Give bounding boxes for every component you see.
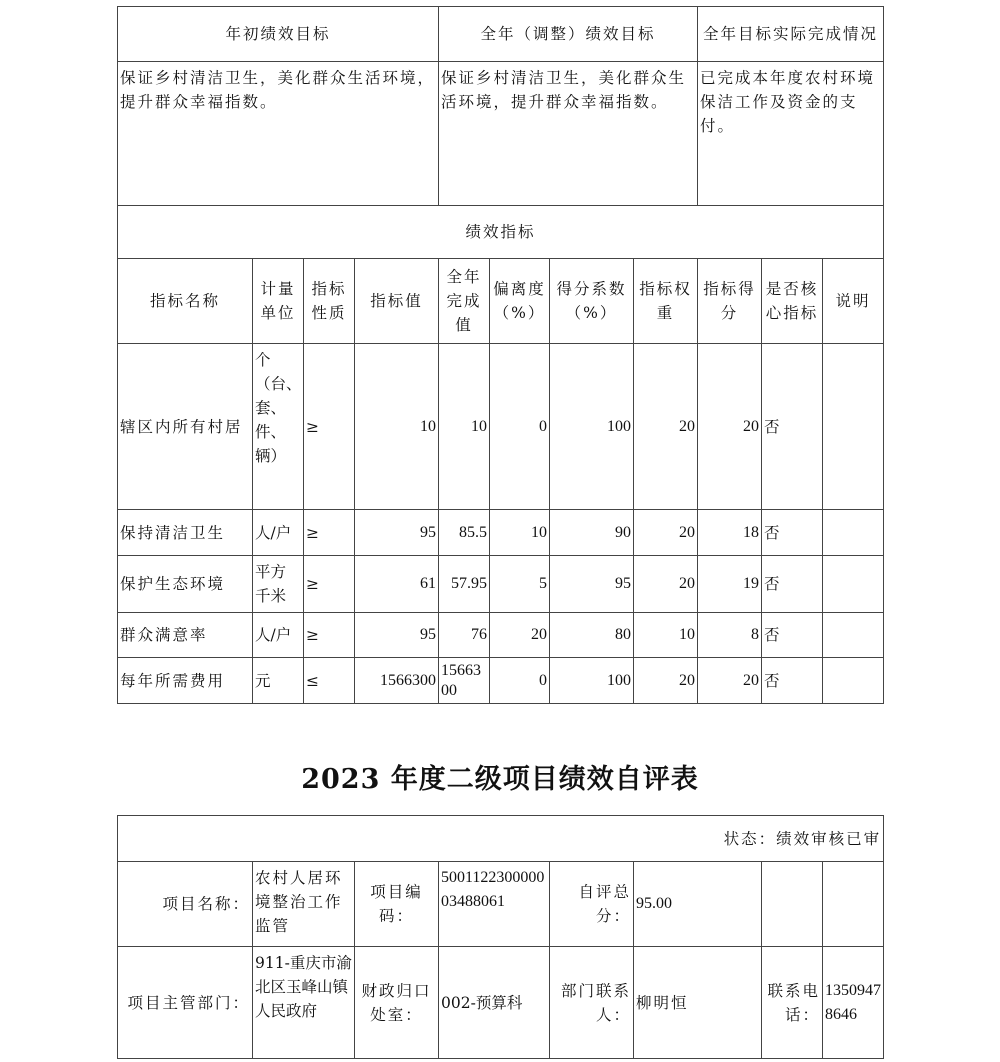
empty-cell <box>823 862 884 947</box>
indicator-is-core: 否 <box>762 556 823 613</box>
indicator-remark <box>823 658 884 704</box>
col-nature: 指标性质 <box>304 259 355 344</box>
performance-goals-table <box>117 6 884 704</box>
indicator-deviation: 0 <box>490 658 550 704</box>
indicator-weight: 20 <box>634 344 698 510</box>
phone-value: 13509478646 <box>823 947 884 1059</box>
indicator-nature: ≥ <box>304 556 355 613</box>
indicator-nature: ≤ <box>304 658 355 704</box>
indicator-unit: 人/户 <box>253 613 304 658</box>
project-name-label: 项目名称： <box>118 862 253 947</box>
indicator-name: 保护生态环境 <box>118 556 253 613</box>
indicator-remark <box>823 510 884 556</box>
indicator-coefficient: 95 <box>550 556 634 613</box>
empty-cell <box>762 862 823 947</box>
actual-completion-text: 已完成本年度农村环境保洁工作及资金的支付。 <box>698 62 884 206</box>
indicators-section-title: 绩效指标 <box>118 206 884 259</box>
initial-goal-text: 保证乡村清洁卫生，美化群众生活环境，提升群众幸福指数。 <box>118 62 439 206</box>
indicator-is-core: 否 <box>762 510 823 556</box>
indicator-target: 95 <box>355 613 439 658</box>
table-row <box>118 556 884 613</box>
indicator-deviation: 5 <box>490 556 550 613</box>
dept-value: 911-重庆市渝北区玉峰山镇人民政府 <box>253 947 355 1059</box>
indicator-remark <box>823 613 884 658</box>
score-label: 自评总分： <box>550 862 634 947</box>
indicator-is-core: 否 <box>762 658 823 704</box>
indicator-unit: 平方千米 <box>253 556 304 613</box>
indicator-name: 保持清洁卫生 <box>118 510 253 556</box>
indicator-score: 8 <box>698 613 762 658</box>
table-row <box>118 344 884 510</box>
col-deviation: 偏离度（%） <box>490 259 550 344</box>
indicator-name: 每年所需费用 <box>118 658 253 704</box>
indicator-weight: 20 <box>634 510 698 556</box>
indicator-name: 群众满意率 <box>118 613 253 658</box>
indicator-completion: 85.5 <box>439 510 490 556</box>
indicator-target: 1566300 <box>355 658 439 704</box>
indicator-deviation: 10 <box>490 510 550 556</box>
indicator-unit: 个（台、套、件、辆） <box>253 344 304 510</box>
col-score-coefficient: 得分系数（%） <box>550 259 634 344</box>
indicator-is-core: 否 <box>762 344 823 510</box>
status-text: 状态：绩效审核已审 <box>118 816 884 862</box>
indicator-deviation: 20 <box>490 613 550 658</box>
score-value: 95.00 <box>634 862 762 947</box>
table-row <box>118 613 884 658</box>
indicator-score: 18 <box>698 510 762 556</box>
dept-label: 项目主管部门： <box>118 947 253 1059</box>
indicator-remark <box>823 344 884 510</box>
col-score: 指标得分 <box>698 259 762 344</box>
indicator-target: 95 <box>355 510 439 556</box>
indicator-coefficient: 90 <box>550 510 634 556</box>
indicator-coefficient: 100 <box>550 344 634 510</box>
indicator-weight: 20 <box>634 658 698 704</box>
phone-label: 联系电话： <box>762 947 823 1059</box>
finance-value: 002-预算科 <box>439 947 550 1059</box>
indicator-target: 10 <box>355 344 439 510</box>
indicator-completion: 1566300 <box>439 658 490 704</box>
project-code-label: 项目编码： <box>355 862 439 947</box>
indicator-completion: 76 <box>439 613 490 658</box>
contact-value: 柳明恒 <box>634 947 762 1059</box>
indicator-unit: 人/户 <box>253 510 304 556</box>
indicator-score: 20 <box>698 344 762 510</box>
col-target-value: 指标值 <box>355 259 439 344</box>
col-remark: 说明 <box>823 259 884 344</box>
indicator-name: 辖区内所有村居 <box>118 344 253 510</box>
col-weight: 指标权重 <box>634 259 698 344</box>
col-unit: 计量单位 <box>253 259 304 344</box>
indicator-completion: 57.95 <box>439 556 490 613</box>
indicator-completion: 10 <box>439 344 490 510</box>
indicator-nature: ≥ <box>304 344 355 510</box>
header-initial-goal: 年初绩效目标 <box>118 7 439 62</box>
indicator-coefficient: 100 <box>550 658 634 704</box>
contact-label: 部门联系人： <box>550 947 634 1059</box>
header-adjusted-goal: 全年（调整）绩效目标 <box>439 7 698 62</box>
indicator-nature: ≥ <box>304 510 355 556</box>
indicator-weight: 10 <box>634 613 698 658</box>
col-is-core: 是否核心指标 <box>762 259 823 344</box>
indicator-deviation: 0 <box>490 344 550 510</box>
project-info-table <box>117 815 884 1059</box>
indicator-remark <box>823 556 884 613</box>
indicator-score: 20 <box>698 658 762 704</box>
project-name-value: 农村人居环境整治工作监管 <box>253 862 355 947</box>
indicator-coefficient: 80 <box>550 613 634 658</box>
form-title: 2023 年度二级项目绩效自评表 <box>301 764 699 795</box>
indicator-target: 61 <box>355 556 439 613</box>
indicator-nature: ≥ <box>304 613 355 658</box>
indicator-score: 19 <box>698 556 762 613</box>
adjusted-goal-text: 保证乡村清洁卫生，美化群众生活环境，提升群众幸福指数。 <box>439 62 698 206</box>
indicator-weight: 20 <box>634 556 698 613</box>
indicator-unit: 元 <box>253 658 304 704</box>
table-row <box>118 510 884 556</box>
finance-label: 财政归口处室： <box>355 947 439 1059</box>
table-row <box>118 658 884 704</box>
col-indicator-name: 指标名称 <box>118 259 253 344</box>
header-actual-completion: 全年目标实际完成情况 <box>698 7 884 62</box>
col-completion-value: 全年完成值 <box>439 259 490 344</box>
project-code-value: 500112230000003488061 <box>439 862 550 947</box>
indicator-is-core: 否 <box>762 613 823 658</box>
